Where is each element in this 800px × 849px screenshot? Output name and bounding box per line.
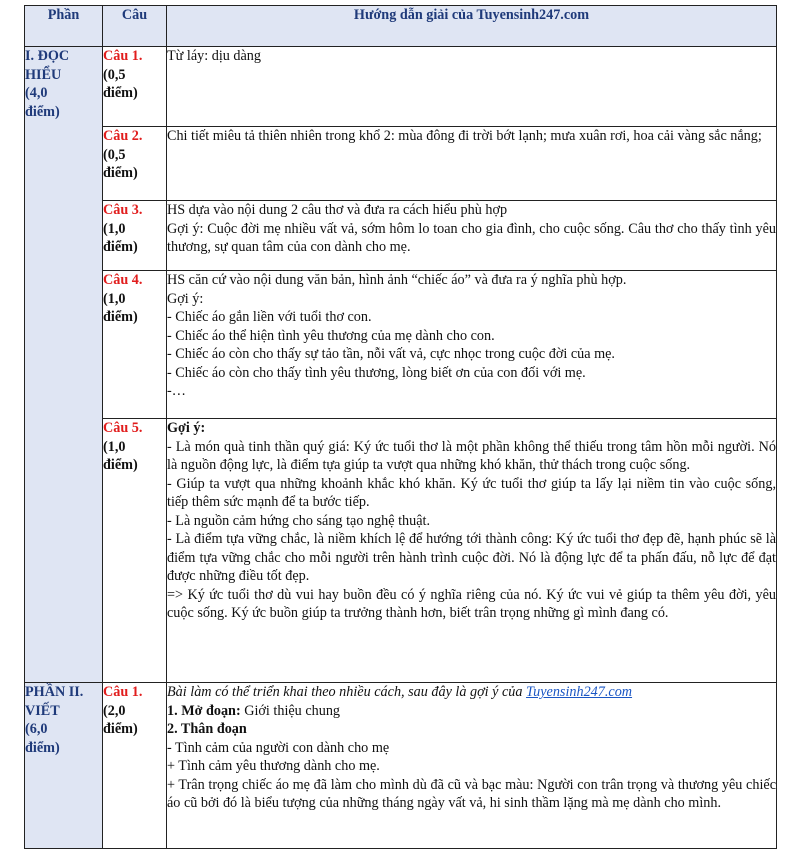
answer-line: Từ láy: dịu dàng (167, 48, 261, 64)
question-cell (103, 271, 167, 419)
table-row (25, 47, 777, 127)
answer-line: Chi tiết miêu tả thiên nhiên trong khổ 2: mùa đông đi trời bớt lạnh; mưa xuân rơi, hoa cải vàng sắc nắng; (167, 128, 762, 144)
question-cell (103, 683, 167, 849)
question-points: (2,0 (103, 702, 126, 719)
answer-line: HS dựa vào nội dung 2 câu thơ và đưa ra cách hiểu phù hợp (167, 202, 508, 218)
header-cau: Câu (103, 6, 167, 47)
question-points: điểm) (103, 85, 138, 101)
table-row (25, 201, 777, 271)
answer-heading: Gợi ý: (167, 420, 206, 436)
question-number: Câu 2. (103, 128, 143, 144)
table-row (25, 683, 777, 849)
header-huong-dan: Hướng dẫn giải của Tuyensinh247.com (167, 6, 777, 47)
question-number: Câu 5. (103, 420, 143, 436)
mo-doan-label: 1. Mở đoạn: (167, 702, 241, 719)
section-viet: PHẦN II. VIẾT (6,0 điểm) (25, 683, 103, 849)
question-points: (1,0 (103, 290, 126, 307)
question-number: Câu 3. (103, 202, 143, 218)
question-points: điểm) (103, 165, 138, 181)
answer-line: - Là nguồn cảm hứng cho sáng tạo nghệ thuật. (167, 512, 430, 529)
answer-line: - Chiếc áo thể hiện tình yêu thương của mẹ dành cho con. (167, 327, 495, 344)
answer-cell (167, 271, 777, 419)
header-phan: Phần (25, 6, 103, 47)
answer-line: - Chiếc áo còn cho thấy tình yêu thương, lòng biết ơn của con đối với mẹ. (167, 364, 586, 381)
answer-line: - Là món quà tinh thần quý giá: Ký ức tuổi thơ là một phần không thể thiếu trong tâm hồn mỗi người. Nó là nguồn động lực, là điểm tựa giúp ta vượt qua những khó khăn, thử thách trong cuộc sống. (167, 438, 776, 473)
answer-cell (167, 201, 777, 271)
answer-line: Gợi ý: (167, 290, 204, 307)
answer-line: + Trân trọng chiếc áo mẹ đã làm cho mình dù đã cũ và bạc màu: Người con trân trọng và thương yêu chiếc áo cũ bởi đó là biểu tượng của những tháng ngày vất vả, hi sinh thầm lặng mà mẹ dành cho mình. (167, 776, 776, 811)
question-number: Câu 1. (103, 48, 143, 64)
answer-cell (167, 419, 777, 683)
answer-cell (167, 127, 777, 201)
answer-line: Gợi ý: Cuộc đời mẹ nhiều vất vả, sớm hôm lo toan cho gia đình, cho cuộc sống. Câu thơ cho thấy tình yêu thương, sự quan tâm của con dành cho mẹ. (167, 220, 776, 255)
answer-line: - Chiếc áo còn cho thấy sự tảo tần, nỗi vất vả, cực nhọc trong cuộc đời của mẹ. (167, 346, 615, 362)
question-points: (0,5 (103, 146, 126, 163)
answer-line: - Tình cảm của người con dành cho mẹ (167, 739, 390, 756)
question-points: điểm) (103, 239, 138, 255)
question-cell (103, 201, 167, 271)
question-points: điểm) (103, 457, 138, 473)
question-number: Câu 4. (103, 272, 143, 288)
question-points: điểm) (103, 721, 138, 737)
answer-line: => Ký ức tuổi thơ dù vui hay buồn đều có ý nghĩa riêng của nó. Ký ức vui vẻ giúp ta thêm yêu đời, yêu cuộc sống. Ký ức buồn giúp ta trưởng thành hơn, biết trân trọng những gì mình đang có. (167, 586, 776, 621)
question-points: điểm) (103, 309, 138, 325)
question-points: (1,0 (103, 220, 126, 237)
answer-line: -… (167, 383, 186, 399)
answer-line: - Chiếc áo gắn liền với tuổi thơ con. (167, 309, 372, 325)
tuyensinh-link[interactable]: Tuyensinh247.com (526, 684, 633, 700)
table-row (25, 419, 777, 683)
table-row (25, 271, 777, 419)
answer-cell (167, 47, 777, 127)
answer-line: + Tình cảm yêu thương dành cho mẹ. (167, 758, 380, 774)
question-cell (103, 419, 167, 683)
question-number: Câu 1. (103, 684, 143, 700)
table-header-row (25, 6, 777, 47)
question-points: (1,0 (103, 438, 126, 455)
answer-line: - Là điểm tựa vững chắc, là niềm khích lệ để hướng tới thành công: Ký ức tuổi thơ đẹp đẽ, hạnh phúc sẽ là điểm tựa vững chắc cho mỗi người trên hành trình cuộc đời. Nó là động lực để ta phấn đấu, nỗ lực để đạt được những điều tốt đẹp. (167, 531, 776, 584)
answer-cell (167, 683, 777, 849)
answer-line: HS căn cứ vào nội dung văn bản, hình ảnh “chiếc áo” và đưa ra ý nghĩa phù hợp. (167, 272, 627, 288)
intro-text: Bài làm có thể triển khai theo nhiều cách, sau đây là gợi ý của (167, 684, 523, 700)
answer-line: - Giúp ta vượt qua những khoảnh khắc khó khăn. Ký ức tuổi thơ giúp ta lấy lại niềm tin vào cuộc sống, tiếp thêm sức mạnh để ta bước tiếp. (167, 475, 776, 510)
table-row (25, 127, 777, 201)
section-doc-hieu: I. ĐỌC HIỂU (4,0 điểm) (25, 47, 103, 683)
than-doan-label: 2. Thân đoạn (167, 721, 247, 737)
question-points: (0,5 (103, 66, 126, 83)
mo-doan-text: Giới thiệu chung (240, 702, 340, 719)
answer-table (24, 5, 777, 849)
question-cell (103, 47, 167, 127)
question-cell (103, 127, 167, 201)
